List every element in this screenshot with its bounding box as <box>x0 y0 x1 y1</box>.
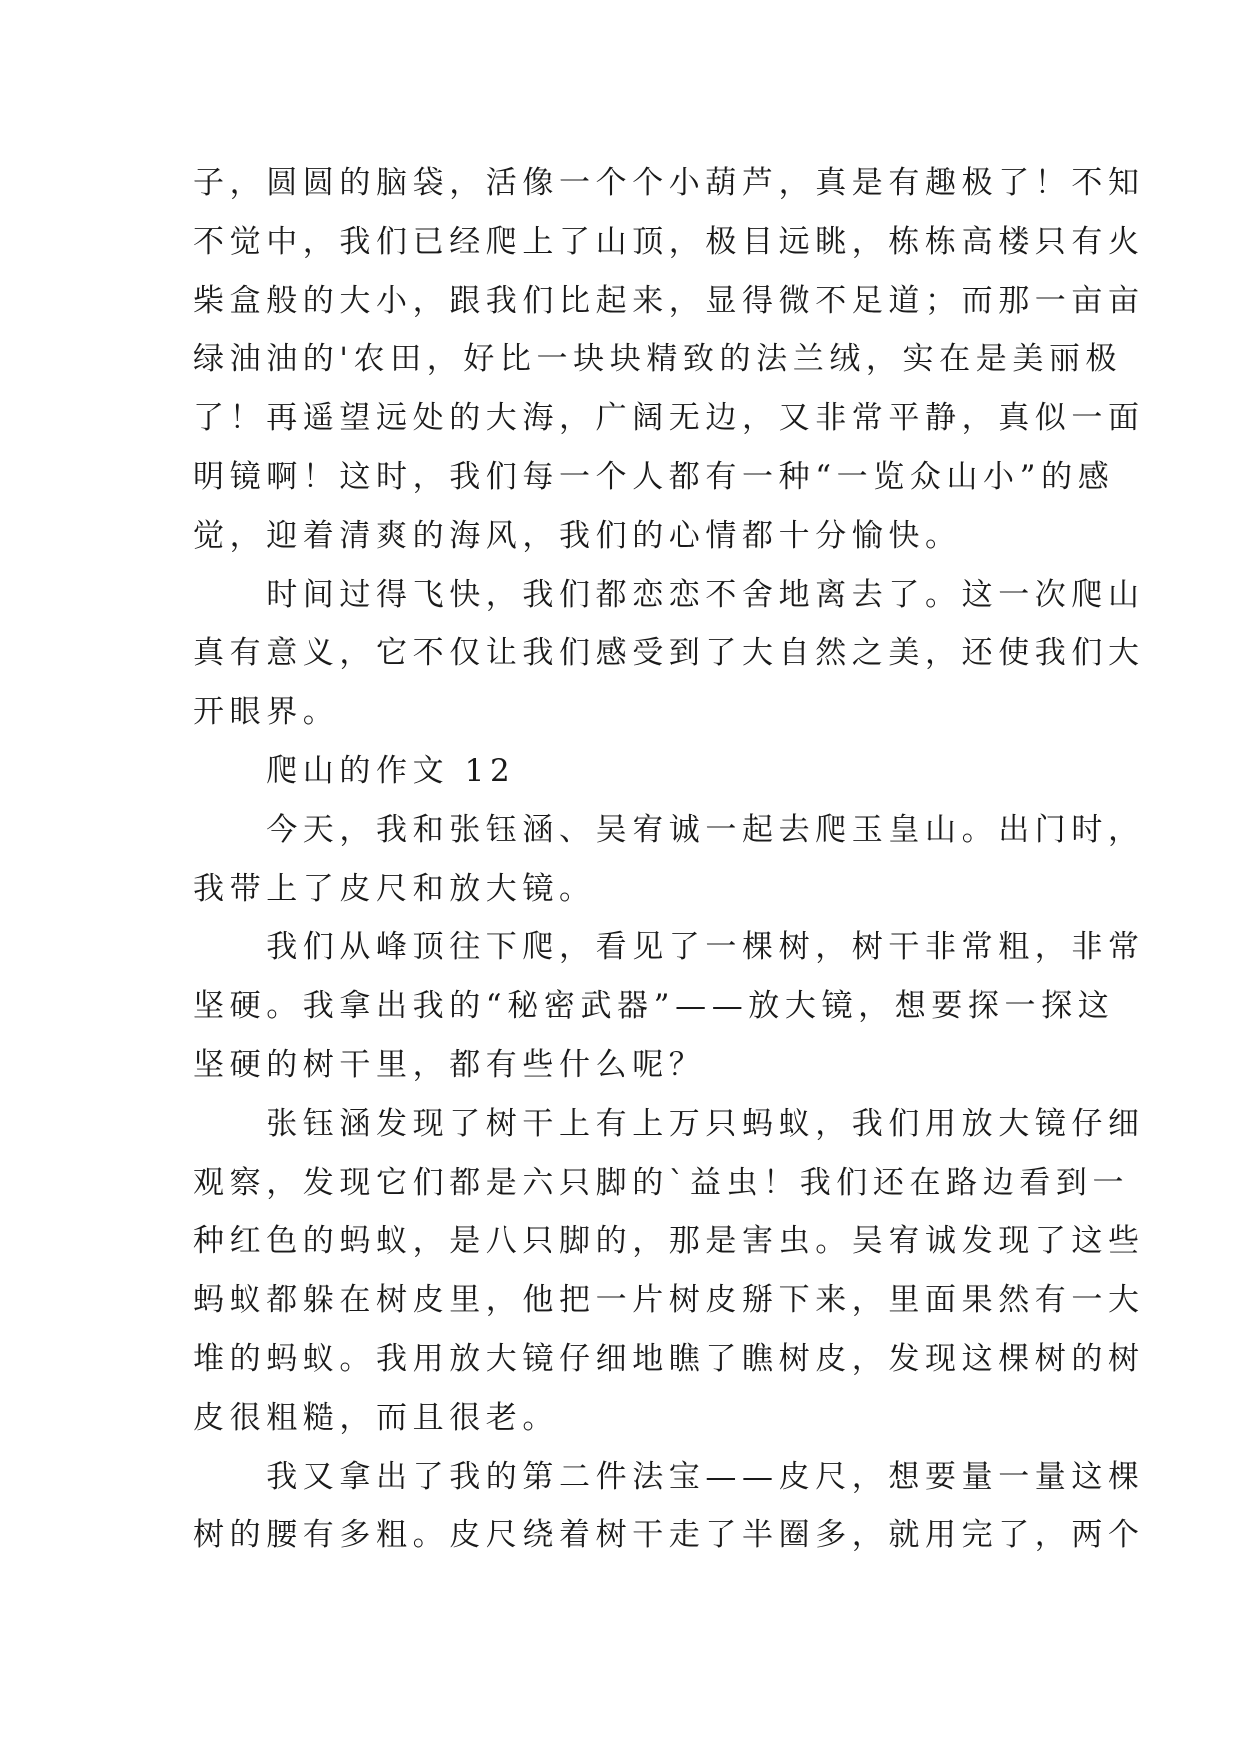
text-line: 真有意义，它不仅让我们感受到了大自然之美，还使我们大 <box>193 635 1145 672</box>
text-line: 我带上了皮尺和放大镜。 <box>193 870 596 907</box>
text-line: 树的腰有多粗。皮尺绕着树干走了半圈多，就用完了，两个 <box>193 1517 1145 1554</box>
text-line: 坚硬。我拿出我的“秘密武器”——放大镜，想要探一探这 <box>193 988 1115 1025</box>
text-line: 观察，发现它们都是六只脚的`益虫！我们还在路边看到一 <box>193 1164 1130 1201</box>
text-line: 明镜啊！这时，我们每一个人都有一种“一览众山小”的感 <box>193 458 1115 495</box>
text-line: 时间过得飞快，我们都恋恋不舍地离去了。这一次爬山 <box>193 576 1145 613</box>
text-line: 种红色的蚂蚁，是八只脚的，那是害虫。吴宥诚发现了这些 <box>193 1223 1145 1260</box>
text-line: 了！再遥望远处的大海，广阔无边，又非常平静，真似一面 <box>193 400 1145 437</box>
text-line: 今天，我和张钰涵、吴宥诚一起去爬玉皇山。出门时， <box>193 811 1145 848</box>
text-line: 堆的蚂蚁。我用放大镜仔细地瞧了瞧树皮，发现这棵树的树 <box>193 1340 1145 1377</box>
text-line: 蚂蚁都躲在树皮里，他把一片树皮掰下来，里面果然有一大 <box>193 1282 1145 1319</box>
document-body <box>193 154 1145 1565</box>
text-line: 柴盒般的大小，跟我们比起来，显得微不足道；而那一亩亩 <box>193 282 1145 319</box>
text-line: 绿油油的'农田，好比一块块精致的法兰绒，实在是美丽极 <box>193 341 1123 378</box>
text-line: 我们从峰顶往下爬，看见了一棵树，树干非常粗，非常 <box>193 929 1145 966</box>
text-line: 子，圆圆的脑袋，活像一个个小葫芦，真是有趣极了！不知 <box>193 165 1145 201</box>
section-heading: 爬山的作文 12 <box>193 752 516 789</box>
text-line: 皮很粗糙，而且很老。 <box>193 1399 559 1436</box>
text-line: 不觉中，我们已经爬上了山顶，极目远眺，栋栋高楼只有火 <box>193 223 1145 260</box>
text-line: 开眼界。 <box>193 694 340 731</box>
text-line: 我又拿出了我的第二件法宝——皮尺，想要量一量这棵 <box>193 1458 1145 1495</box>
text-line: 坚硬的树干里，都有些什么呢？ <box>193 1046 706 1083</box>
text-line: 觉，迎着清爽的海风，我们的心情都十分愉快。 <box>193 517 962 554</box>
text-line: 张钰涵发现了树干上有上万只蚂蚁，我们用放大镜仔细 <box>193 1105 1145 1142</box>
